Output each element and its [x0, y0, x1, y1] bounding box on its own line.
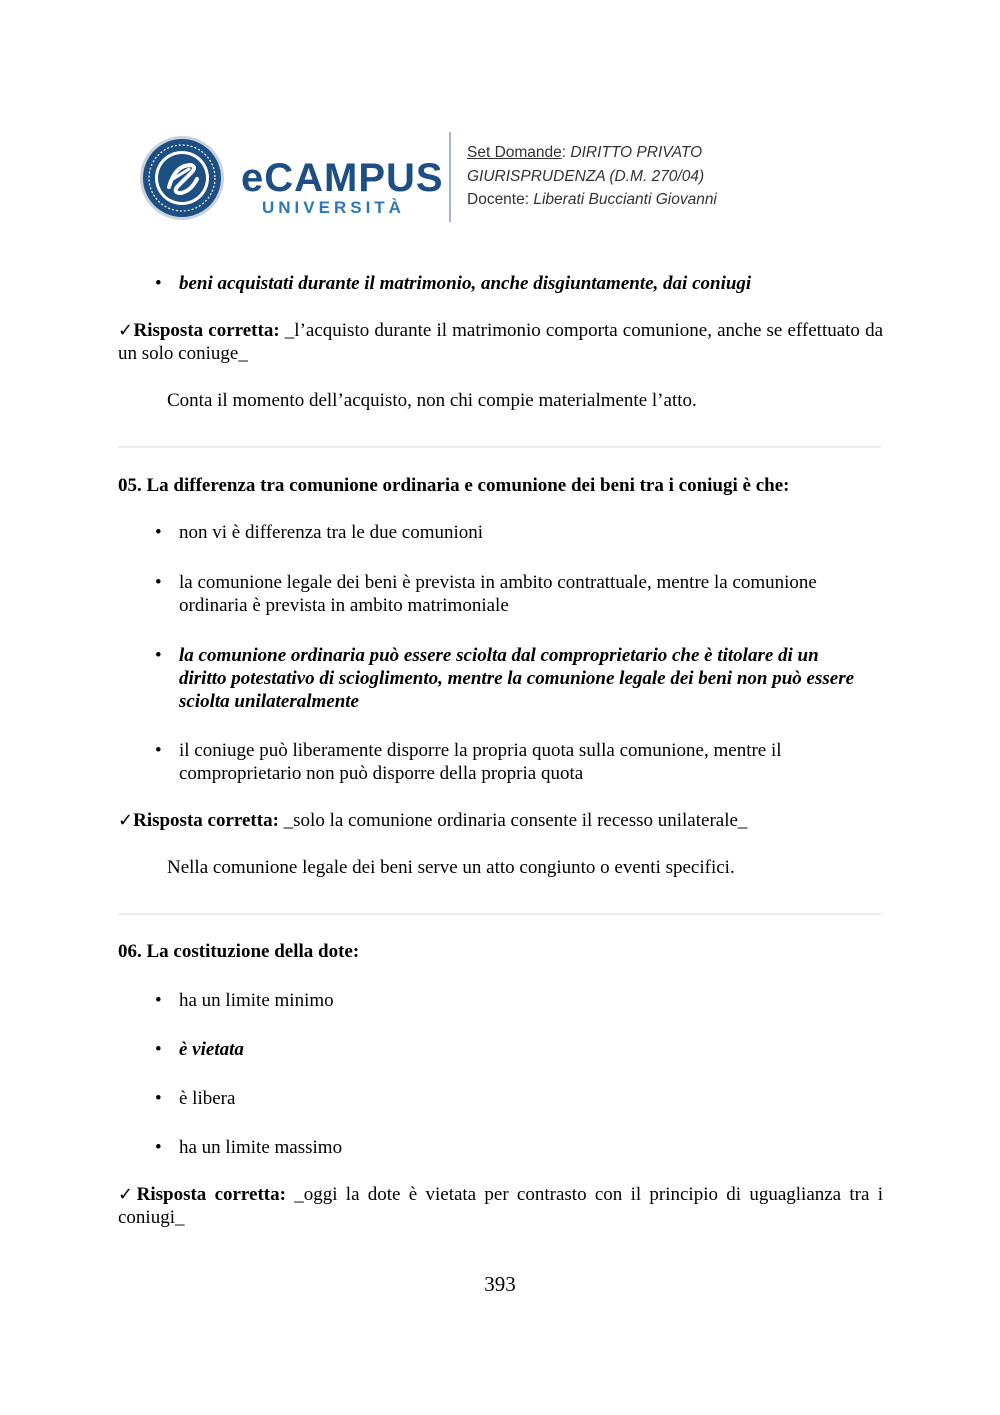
- bullet-icon: •: [155, 572, 162, 593]
- option-correct: è vietata: [179, 1039, 244, 1060]
- set-line-2: [467, 165, 717, 189]
- bullet-icon: •: [155, 273, 162, 294]
- option-correct: beni acquistati durante il matrimonio, anche disgiuntamente, dai coniugi: [179, 273, 752, 294]
- answer-label: Risposta corretta:: [133, 320, 280, 341]
- bullet-icon: •: [155, 1039, 162, 1060]
- answer-label: Risposta corretta:: [133, 810, 279, 831]
- answer-note: Conta il momento dell’acquisto, non chi compie materialmente l’atto.: [167, 390, 697, 411]
- course-info: [467, 141, 717, 212]
- check-icon: ✓: [118, 320, 134, 341]
- question-06: 06. La costituzione della dote:: [118, 941, 360, 962]
- set-label: Set Domande: [467, 144, 562, 161]
- answer-label: Risposta corretta:: [136, 1184, 286, 1205]
- option: ha un limite massimo: [179, 1137, 343, 1158]
- answer-text: _l’acquisto durante il matrimonio comporta comunione, anche se effettuato da un solo coniuge_: [118, 320, 883, 364]
- option: non vi è differenza tra le due comunioni: [179, 522, 484, 543]
- docente-label: Docente: [467, 191, 525, 208]
- brand-name: eCAMPUS: [241, 156, 444, 200]
- check-icon: ✓: [118, 1184, 137, 1205]
- docente-line: Docente: Liberati Buccianti Giovanni: [467, 191, 717, 208]
- answer-text: _oggi la dote è vietata per contrasto con il principio di uguaglianza tra i coniugi_: [118, 1184, 883, 1228]
- header-divider: [449, 132, 451, 222]
- set-value: DIRITTO PRIVATO: [570, 144, 703, 161]
- bullet-icon: •: [155, 740, 162, 761]
- bullet-icon: •: [155, 1137, 162, 1158]
- set-line: Set Domande: DIRITTO PRIVATO: [467, 144, 703, 161]
- set-value-2: GIURISPRUDENZA (D.M. 270/04): [467, 167, 705, 185]
- ecampus-seal-icon: [139, 135, 225, 221]
- option: ha un limite minimo: [179, 990, 334, 1011]
- bullet-icon: •: [155, 522, 162, 543]
- correct-answer: [118, 809, 883, 832]
- bullet-icon: •: [155, 645, 162, 666]
- answer-text: _solo la comunione ordinaria consente il recesso unilaterale_: [283, 810, 748, 831]
- brand-subtitle: UNIVERSITÀ: [262, 198, 405, 217]
- correct-answer: [118, 319, 883, 365]
- docente-value: Liberati Buccianti Giovanni: [533, 191, 717, 208]
- section-divider: [118, 446, 881, 448]
- check-icon: ✓: [118, 810, 134, 831]
- option: la comunione legale dei beni è prevista in ambito contrattuale, mentre la comunione ordinaria è prevista in ambito matrimoniale: [179, 572, 817, 616]
- bullet-icon: •: [155, 1088, 162, 1109]
- section-divider: [118, 913, 881, 915]
- answer-note: Nella comunione legale dei beni serve un atto congiunto o eventi specifici.: [167, 857, 735, 878]
- bullet-icon: •: [155, 990, 162, 1011]
- option: è libera: [179, 1088, 236, 1109]
- question-05: 05. La differenza tra comunione ordinaria e comunione dei beni tra i coniugi è che:: [118, 475, 790, 496]
- correct-answer: [118, 1183, 883, 1229]
- page-number: 393: [484, 1272, 516, 1296]
- page-header: [0, 0, 1000, 240]
- option: il coniuge può liberamente disporre la propria quota sulla comunione, mentre il comproprietario non può disporre della propria quota: [179, 740, 782, 784]
- option-correct: la comunione ordinaria può essere sciolta dal comproprietario che è titolare di un diritto potestativo di scioglimento, mentre la comunione legale dei beni non può essere sciolta unilateralmente: [179, 645, 855, 712]
